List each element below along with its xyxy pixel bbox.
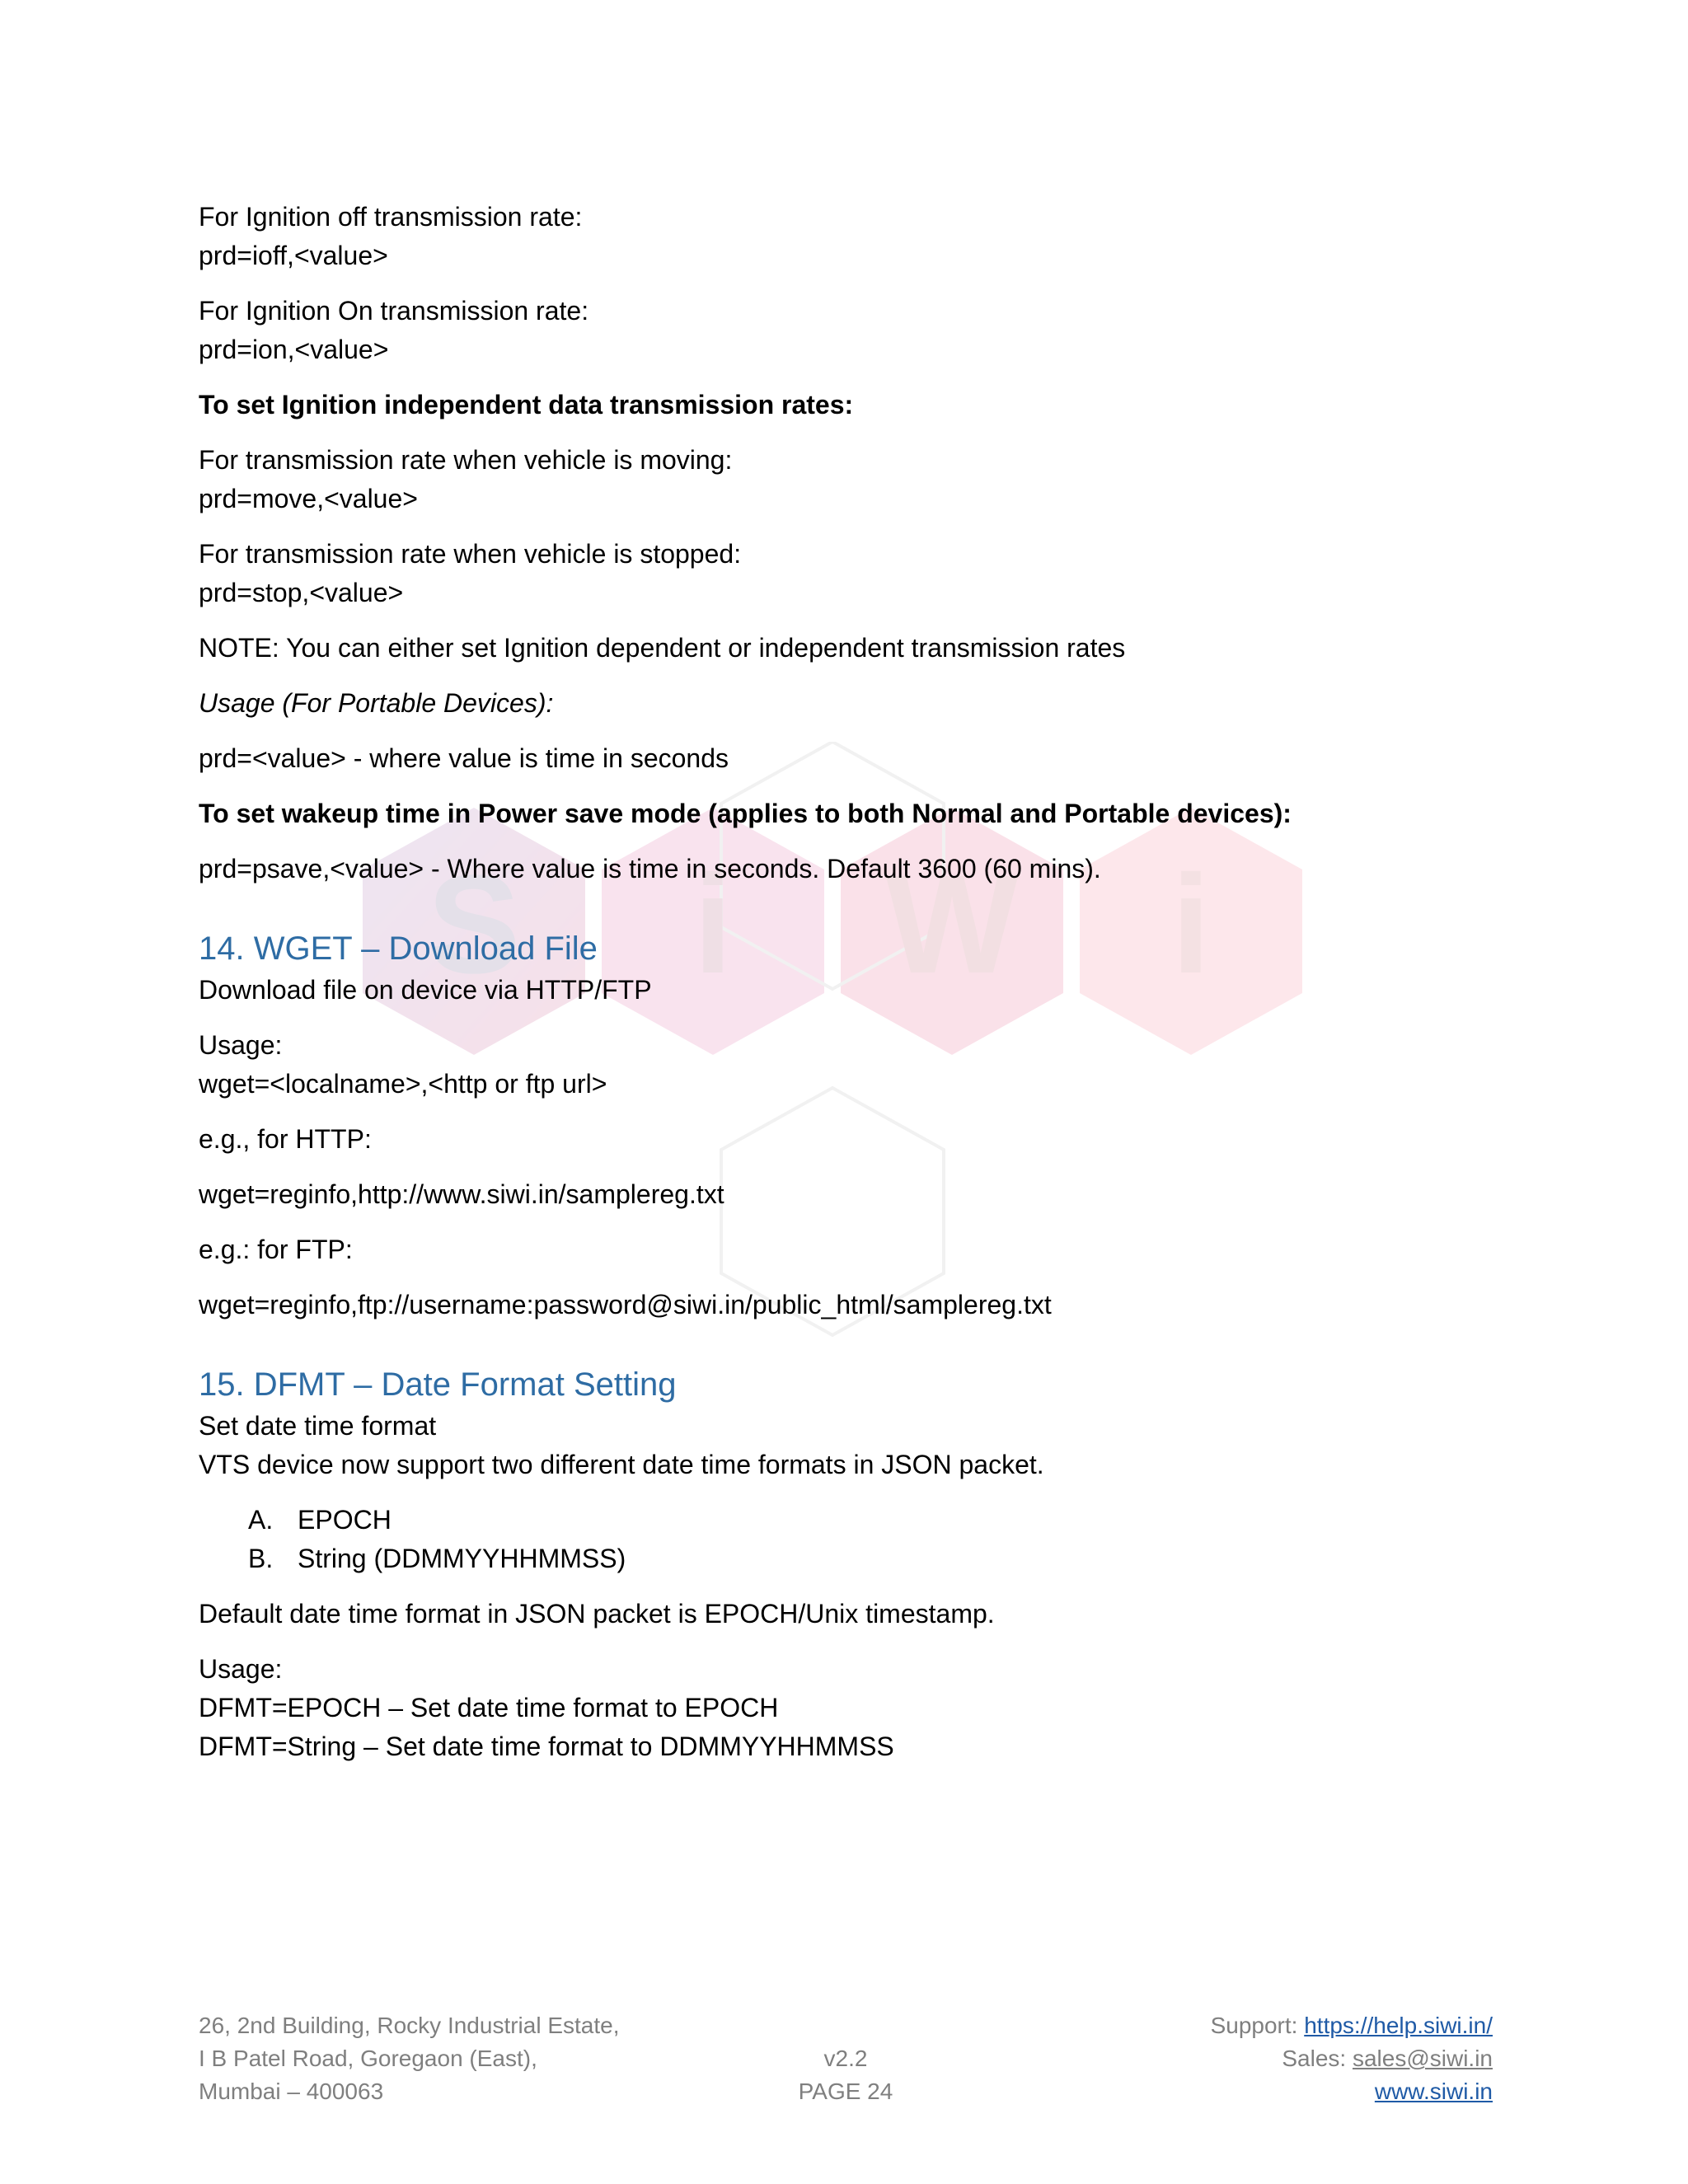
command-line: prd=ion,<value>: [199, 335, 389, 364]
website-line: [1211, 2075, 1493, 2108]
dfmt-usage: [199, 1650, 1484, 1766]
watermark-letter-s: S: [427, 846, 521, 1003]
list-item: [248, 1540, 1484, 1578]
sales-label: Sales:: [1282, 2046, 1353, 2071]
note-paragraph: NOTE: You can either set Ignition dependent or independent transmission rates: [199, 633, 1126, 663]
text-line: For transmission rate when vehicle is stopped:: [199, 539, 742, 569]
text-line: Usage:: [199, 1654, 283, 1684]
address-line: I B Patel Road, Goregaon (East),: [199, 2046, 537, 2071]
command-line: prd=move,<value>: [199, 484, 418, 513]
dfmt-description: [199, 1407, 1484, 1484]
version-label: v2.2: [823, 2046, 868, 2071]
website-link[interactable]: www.siwi.in: [1374, 2079, 1493, 2104]
wget-description: Download file on device via HTTP/FTP: [199, 975, 652, 1005]
section-heading-dfmt: 15. DFMT – Date Format Setting: [199, 1366, 677, 1403]
command-line: DFMT=String – Set date time format to DDMMYYHHMMSS: [199, 1732, 894, 1761]
sales-line: [1211, 2042, 1493, 2075]
page-footer: [199, 2009, 1493, 2116]
list-marker: B.: [248, 1544, 274, 1573]
text-line: For transmission rate when vehicle is moving:: [199, 445, 733, 475]
paragraph-psave: prd=psave,<value> - Where value is time in seconds. Default 3600 (60 mins).: [199, 854, 1101, 883]
section-heading-wget: 14. WGET – Download File: [199, 930, 598, 967]
text-line: Usage:: [199, 1030, 283, 1060]
wget-ftp-label: e.g.: for FTP:: [199, 1235, 353, 1264]
support-line: [1211, 2009, 1493, 2042]
command-line: wget=<localname>,<http or ftp url>: [199, 1069, 607, 1099]
paragraph-prd-value: prd=<value> - where value is time in seconds: [199, 743, 729, 773]
watermark-letter-w: W: [885, 846, 1019, 1003]
paragraph-ignition-on: [199, 292, 1484, 369]
wget-usage: [199, 1026, 1484, 1104]
text-line: Set date time format: [199, 1411, 437, 1441]
list-item: [248, 1501, 1484, 1540]
text-line: VTS device now support two different date time formats in JSON packet.: [199, 1450, 1044, 1479]
list-marker: A.: [248, 1505, 274, 1535]
subheading-ignition-independent: To set Ignition independent data transmission rates:: [199, 390, 854, 419]
date-format-list: [199, 1501, 1484, 1578]
support-label: Support:: [1210, 2013, 1305, 2038]
wget-http-example: wget=reginfo,http://www.siwi.in/samplereg.txt: [199, 1179, 724, 1209]
paragraph-ignition-off: [199, 198, 1484, 275]
command-line: DFMT=EPOCH – Set date time format to EPOCH: [199, 1693, 779, 1722]
wget-http-label: e.g., for HTTP:: [199, 1124, 372, 1154]
text-line: For Ignition off transmission rate:: [199, 202, 583, 232]
footer-address: [199, 2009, 620, 2108]
command-line: prd=stop,<value>: [199, 578, 404, 607]
paragraph-moving: [199, 441, 1484, 518]
watermark-letter-i-2: i: [1171, 846, 1211, 1003]
support-link[interactable]: https://help.siwi.in/: [1304, 2013, 1493, 2038]
footer-contacts: [1211, 2009, 1493, 2108]
command-line: prd=ioff,<value>: [199, 241, 388, 270]
subheading-power-save: To set wakeup time in Power save mode (applies to both Normal and Portable devices):: [199, 799, 1292, 828]
watermark-letter-i-1: i: [693, 846, 733, 1003]
page-content: [199, 198, 1484, 1783]
list-item-text: EPOCH: [298, 1505, 392, 1535]
page-number: PAGE 24: [798, 2079, 893, 2104]
sales-email-link[interactable]: sales@siwi.in: [1352, 2046, 1493, 2071]
footer-version-page: [755, 2042, 936, 2108]
list-item-text: String (DDMMYYHHMMSS): [298, 1544, 626, 1573]
address-line: Mumbai – 400063: [199, 2079, 384, 2104]
text-line: For Ignition On transmission rate:: [199, 296, 589, 326]
wget-ftp-example: wget=reginfo,ftp://username:password@siwi.in/public_html/samplereg.txt: [199, 1290, 1052, 1319]
dfmt-default: Default date time format in JSON packet is EPOCH/Unix timestamp.: [199, 1599, 995, 1629]
usage-portable-label: Usage (For Portable Devices):: [199, 688, 554, 718]
address-line: 26, 2nd Building, Rocky Industrial Estate,: [199, 2013, 620, 2038]
paragraph-stopped: [199, 535, 1484, 612]
